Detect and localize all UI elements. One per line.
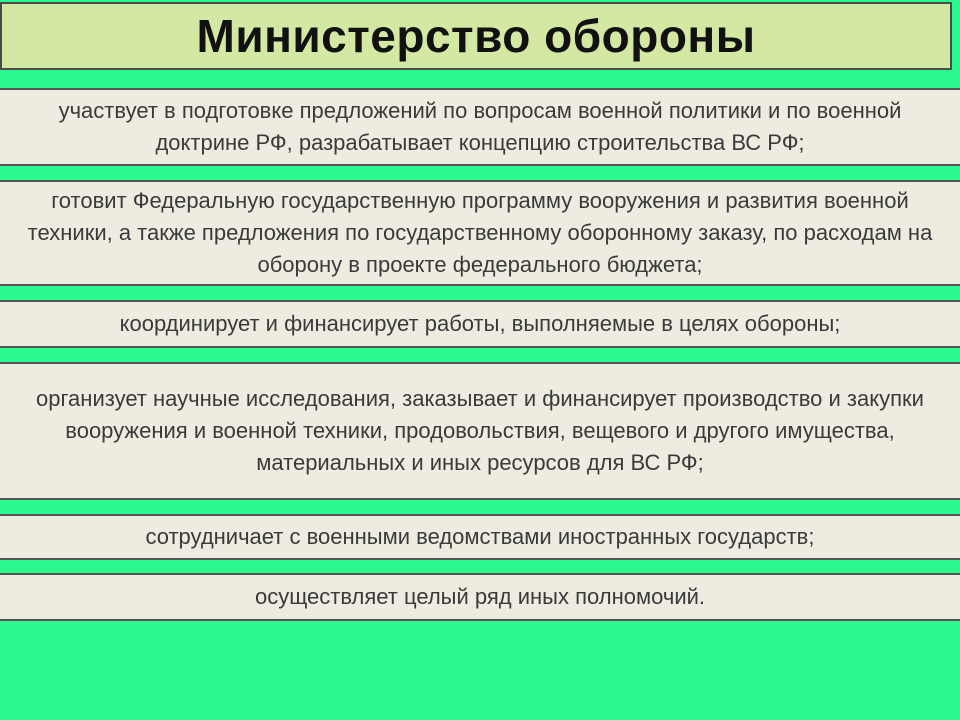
function-text-3: координирует и финансирует работы, выполняемые в целях обороны; (119, 311, 841, 336)
function-item-3 (0, 300, 960, 348)
title-banner (0, 2, 952, 70)
function-item-4 (0, 362, 960, 500)
function-text-1: участвует в подготовке предложений по вопросам военной политики и по военной доктрине РФ, разрабатывает концепцию строительства ВС РФ; (58, 98, 902, 155)
function-text-2: готовит Федеральную государственную программу вооружения и развития военной техники, а также предложения по государственному оборонному заказу, по расходам на оборону в проекте федерального бюджета; (27, 188, 933, 277)
function-text-6: осуществляет целый ряд иных полномочий. (254, 584, 706, 609)
function-text-5: сотрудничает с военными ведомствами иностранных государств; (145, 524, 815, 549)
page-title: Министерство обороны (196, 10, 756, 62)
function-item-1 (0, 88, 960, 166)
function-item-5 (0, 514, 960, 560)
function-item-2 (0, 180, 960, 286)
function-text-4: организует научные исследования, заказывает и финансирует производство и закупки вооружения и военной техники, продовольствия, вещевого и другого имущества, материальных и иных ресурсов для ВС РФ; (36, 386, 924, 475)
function-item-6 (0, 573, 960, 621)
